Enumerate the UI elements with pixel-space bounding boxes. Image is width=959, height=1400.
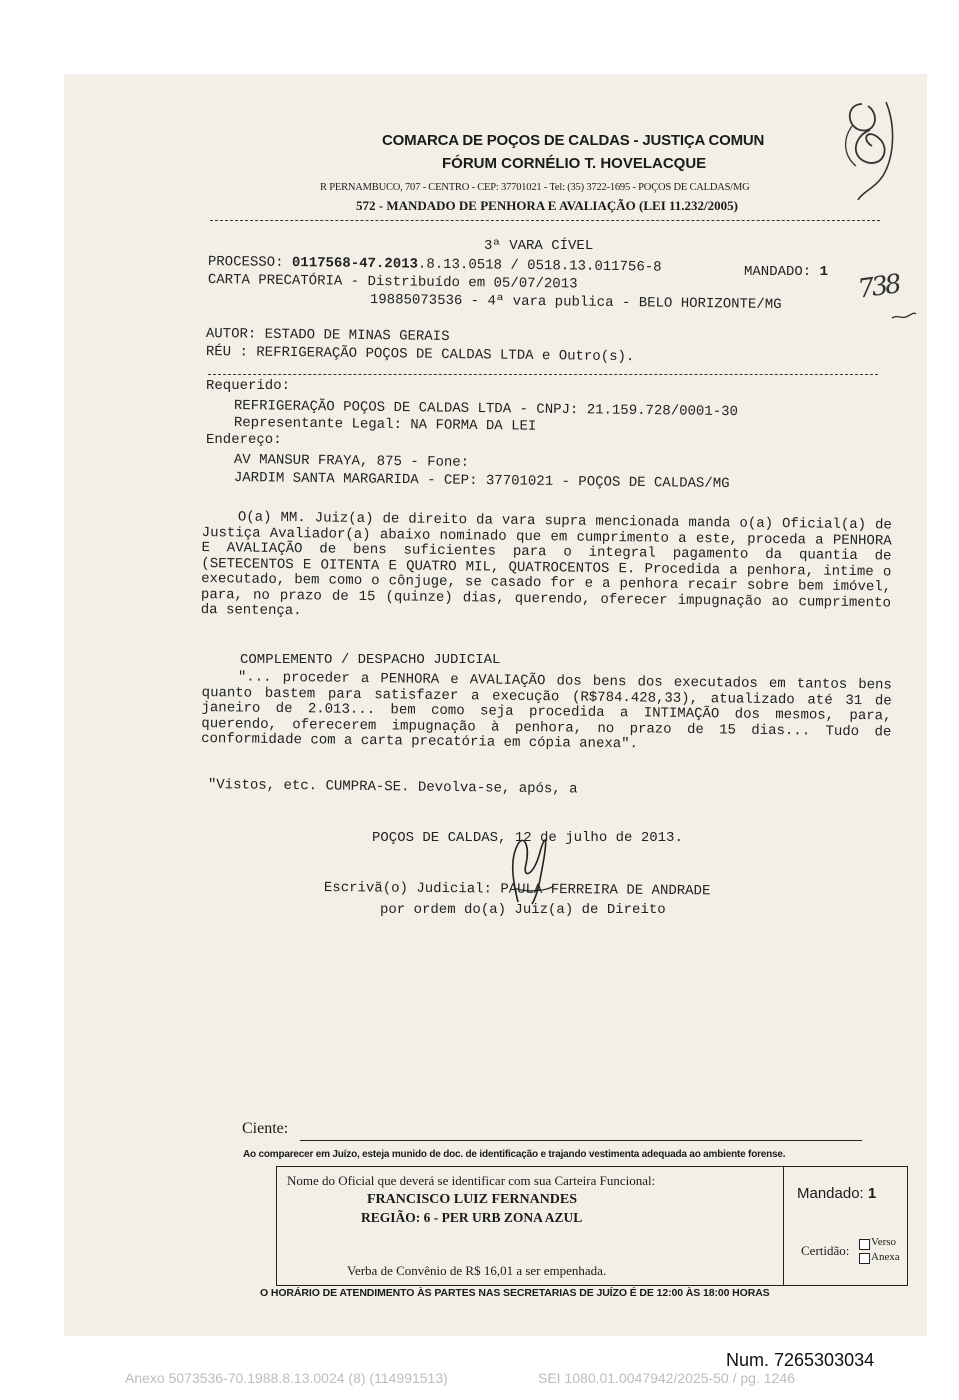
verba-convenio: Verba de Convênio de R$ 16,01 a ser empenhada.: [347, 1263, 607, 1278]
processo-number: 0117568-47.2013: [291, 255, 419, 273]
address-line-1: AV MANSUR FRAYA, 875 - Fone:: [233, 452, 470, 471]
complemento-label: COMPLEMENTO / DESPACHO JUDICIAL: [240, 652, 501, 668]
vistos-line: "Vistos, etc. CUMPRA-SE. Devolva-se, após, a: [207, 777, 578, 798]
processo-suffix: .8.13.0518 / 0518.13.011756-8: [417, 256, 662, 276]
box-mandado-number: 1: [867, 1185, 877, 1202]
dashed-divider: [210, 220, 880, 221]
oficial-name: FRANCISCO LUIZ FERNANDES: [367, 1192, 578, 1207]
ciente-signature-line: [300, 1140, 862, 1141]
endereco-label: Endereço:: [206, 432, 282, 448]
mandado-page: [64, 74, 927, 1336]
ordem-line: por ordem do(a) Juiz(a) de Direito: [380, 902, 666, 918]
requerido-name: REFRIGERAÇÃO POÇOS DE CALDAS LTDA - CNPJ: 21.159.728/0001-30: [233, 398, 739, 421]
box-mandado-label: Mandado:: [797, 1185, 864, 1202]
oficial-box: [276, 1166, 908, 1286]
box-mandado: [797, 1185, 876, 1202]
vara-label: 3ª VARA CÍVEL: [484, 238, 594, 254]
oficial-regiao: REGIÃO: 6 - PER URB ZONA AZUL: [361, 1210, 583, 1225]
anexo-reference: Anexo 5073536-70.1988.8.13.0024 (8) (114991513): [125, 1370, 448, 1386]
ciente-label: Ciente:: [242, 1120, 289, 1137]
mandado-header: [744, 264, 828, 280]
oficial-instruction: Nome do Oficial que deverá se identificar com sua Carteira Funcional:: [287, 1173, 656, 1188]
mandado-label: MANDADO:: [744, 264, 812, 280]
address-line-2: JARDIM SANTA MARGARIDA - CEP: 37701021 - POÇOS DE CALDAS/MG: [233, 470, 730, 493]
handwritten-rubric-top: [832, 96, 908, 206]
date-line: POÇOS DE CALDAS, 12 de julho de 2013.: [372, 830, 683, 846]
forum-title: FÓRUM CORNÉLIO T. HOVELACQUE: [442, 155, 707, 172]
document-number: Num. 7265303034: [726, 1350, 875, 1370]
requerido-label: Requerido:: [206, 378, 291, 394]
reu-line: RÉU : REFRIGERAÇÃO POÇOS DE CALDAS LTDA e Outro(s).: [205, 344, 635, 366]
despacho-paragraph: "... proceder a PENHORA e AVALIAÇÃO dos bens dos executados em tantos bens quanto bastem para satisfazer a execução (R$784.428,33), atualizado até 31 de janeiro de 2.013... bem como seja procedida a INTIMAÇÃO dos mesmos, para, querendo, oferecerem impugnação à penhora, no prazo de 15 dias... Tudo de conformidade com a carta precatória em cópia anexa".: [201, 669, 892, 753]
processo-label: PROCESSO:: [207, 254, 284, 271]
autor-line: AUTOR: ESTADO DE MINAS GERAIS: [205, 326, 450, 345]
representante-line: Representante Legal: NA FORMA DA LEI: [233, 415, 537, 435]
court-address: R PERNAMBUCO, 707 - CENTRO - CEP: 37701021 - Tel: (35) 3722-1695 - POÇOS DE CALDAS/MG: [320, 182, 750, 193]
box-divider: [783, 1167, 784, 1285]
certidao-label: Certidão:: [801, 1243, 850, 1258]
horario-notice: O HORÁRIO DE ATENDIMENTO ÀS PARTES NAS SECRETARIAS DE JUÍZO É DE 12:00 ÀS 18:00 HORAS: [260, 1287, 770, 1299]
page-number-underline: [858, 272, 918, 332]
sei-reference: SEI 1080.01.0047942/2025-50 / pg. 1246: [538, 1370, 795, 1386]
origem-line: 19885073536 - 4ª vara publica - BELO HORIZONTE/MG: [369, 292, 782, 314]
anexa-label: Anexa: [871, 1251, 900, 1263]
dashed-divider: [208, 374, 878, 375]
mandado-number: 1: [819, 264, 829, 280]
scanned-document: [64, 74, 927, 1336]
carta-precatoria-line: CARTA PRECATÓRIA - Distribuído em 05/07/2013: [207, 272, 578, 293]
handwritten-page-number: [856, 269, 918, 332]
escriva-signature-scribble: [504, 818, 564, 908]
page-number-text: 738: [856, 269, 901, 305]
escriva-line: Escrivã(o) Judicial: PAULA FERREIRA DE ANDRADE: [323, 880, 711, 900]
court-title: COMARCA DE POÇOS DE CALDAS - JUSTIÇA COMUN: [382, 132, 765, 149]
document-type-title: 572 - MANDADO DE PENHORA E AVALIAÇÃO (LEI 11.232/2005): [356, 198, 738, 213]
order-paragraph: O(a) MM. Juiz(a) de direito da vara supra mencionada manda o(a) Oficial(a) de Justiça Avaliador(a) abaixo nominado que em cumprimento a este, proceda a PENHORA E AVALIAÇÃO de bens suficientes para o integral pagamento da quantia de (SETECENTOS E OITENTA E QUATRO MIL, QUATROCENTOS E. Procedida a penhora, intime o executado, bem como o cônjuge, se casado for e a penhora recair sobre bem imóvel, para, no prazo de 15 (quinze) dias, querendo, oferecer impugnação ao cumprimento da sentença.: [200, 509, 892, 620]
verso-checkbox[interactable]: [859, 1239, 870, 1250]
verso-label: Verso: [871, 1236, 897, 1248]
anexa-checkbox[interactable]: [859, 1253, 870, 1264]
ciente-note: Ao comparecer em Juízo, esteja munido de doc. de identificação e trajando vestimenta adequada ao ambiente forense.: [243, 1149, 786, 1160]
